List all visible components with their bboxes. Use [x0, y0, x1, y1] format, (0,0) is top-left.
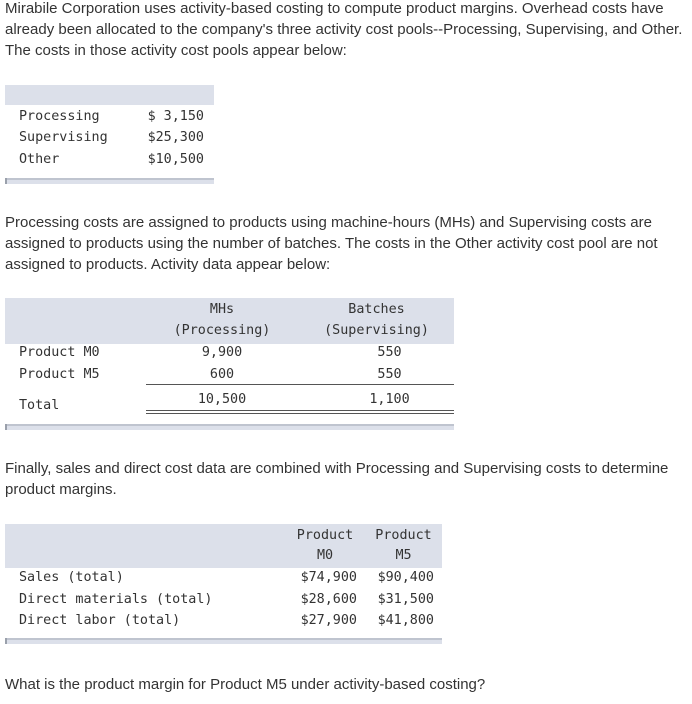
total-mhs: 10,500	[197, 392, 247, 407]
row-label-direct-labor: Direct labor (total)	[19, 613, 181, 628]
table-header-band	[5, 85, 214, 105]
col-header-m0: M0	[316, 548, 334, 563]
pool-amount-supervising: $25,300	[147, 130, 204, 145]
table-footer-band	[5, 178, 214, 184]
m0-batches: 550	[377, 345, 402, 360]
question-text: What is the product margin for Product M5 under activity-based costing?	[5, 676, 486, 693]
m5-mhs: 600	[209, 367, 235, 382]
total-batches: 1,100	[369, 392, 410, 407]
m0-mhs: 9,900	[201, 345, 243, 360]
col-header-product-m0: Product	[296, 528, 354, 543]
pool-name-processing: Processing	[19, 109, 100, 124]
activity-data-table	[5, 298, 454, 432]
direct-materials-m5: $31,500	[377, 592, 434, 607]
sales-m0: $74,900	[300, 570, 357, 585]
intro-paragraph: Mirabile Corporation uses activity-based costing to compute product margins. Overhead costs have already been allocated to the company's three activity cost pools--Processing, Supervising, and Other. The costs in those activity cost pools appear below:	[5, 0, 683, 59]
pool-amount-other: $10,500	[147, 152, 204, 167]
cost-pools-table	[5, 85, 214, 185]
col-header-mhs: MHs	[209, 302, 235, 317]
row-label-m0: Product M0	[19, 345, 100, 360]
col-header-product-m5: Product	[375, 528, 432, 543]
total-double-rule-top	[146, 410, 454, 411]
pool-name-supervising: Supervising	[19, 130, 108, 145]
direct-materials-m0: $28,600	[300, 592, 357, 607]
table-footer-band	[5, 424, 454, 430]
margin-paragraph: Finally, sales and direct cost data are combined with Processing and Supervising costs to determine product margins.	[5, 460, 669, 498]
pool-name-other: Other	[19, 152, 60, 167]
row-label-sales: Sales (total)	[19, 570, 124, 585]
row-label-total: Total	[19, 398, 60, 413]
row-label-direct-materials: Direct materials (total)	[19, 592, 213, 607]
sales-cost-table	[5, 524, 442, 646]
total-double-rule-bottom	[146, 413, 454, 414]
sales-m5: $90,400	[377, 570, 434, 585]
table-footer-band	[5, 638, 442, 644]
col-header-batches: Batches	[348, 302, 405, 317]
col-header-m5: M5	[395, 548, 412, 563]
m5-batches: 550	[377, 367, 402, 382]
subtotal-rule	[146, 384, 454, 385]
col-header-processing: (Processing)	[173, 323, 271, 338]
activity-paragraph: Processing costs are assigned to products using machine-hours (MHs) and Supervising costs are assigned to products using the number of batches. The costs in the Other activity cost pool are not assigned to products. Activity data appear below:	[5, 214, 658, 273]
col-header-supervising: (Supervising)	[324, 323, 429, 338]
direct-labor-m5: $41,800	[377, 613, 434, 628]
direct-labor-m0: $27,900	[300, 613, 357, 628]
row-label-m5: Product M5	[19, 367, 100, 382]
pool-amount-processing: $ 3,150	[147, 109, 204, 124]
